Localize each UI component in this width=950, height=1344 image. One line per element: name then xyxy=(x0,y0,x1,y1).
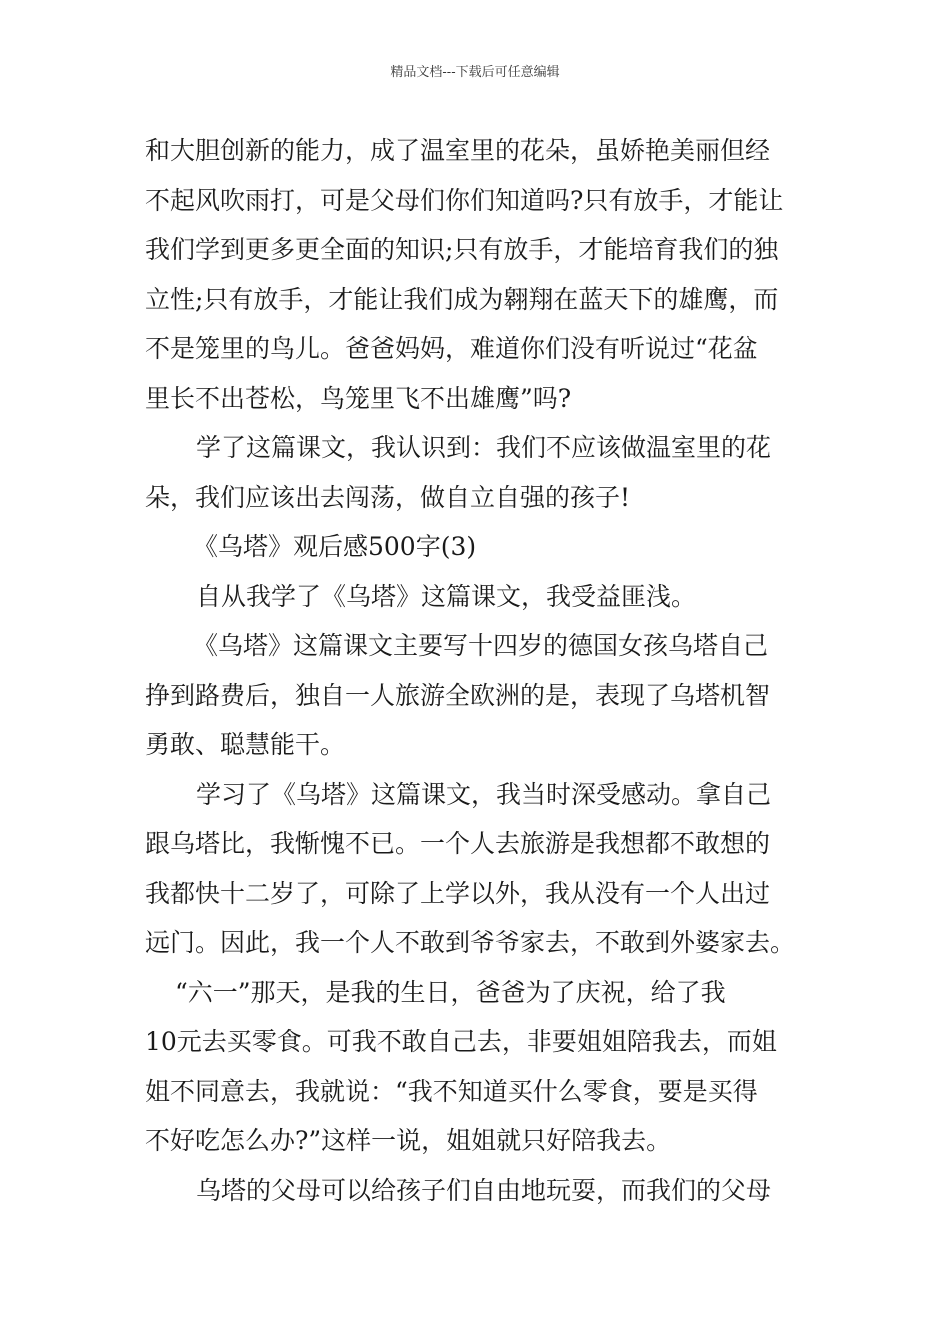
text-line: 远门。因此，我一个人不敢到爷爷家去，不敢到外婆家去。 xyxy=(145,928,796,957)
text-line: 不好吃怎么办?”这样一说，姐姐就只好陪我去。 xyxy=(145,1126,672,1155)
section-heading: 《乌塔》观后感500字(3) xyxy=(193,532,477,561)
text-line: 学习了《乌塔》这篇课文，我当时深受感动。拿自己 xyxy=(196,779,772,809)
text-line: 学了这篇课文，我认识到：我们不应该做温室里的花 xyxy=(196,433,772,462)
text-line: 跟乌塔比，我惭愧不已。一个人去旅游是我想都不敢想的 xyxy=(145,829,771,858)
text-line: 我都快十二岁了，可除了上学以外，我从没有一个人出过 xyxy=(145,878,771,908)
text-line: 我们学到更多更全面的知识;只有放手，才能培育我们的独 xyxy=(145,235,779,264)
text-line: 里长不出苍松，鸟笼里飞不出雄鹰”吗? xyxy=(145,383,572,413)
text-line: 朵，我们应该出去闯荡，做自立自强的孩子! xyxy=(145,482,631,512)
text-line: 和大胆创新的能力，成了温室里的花朵，虽娇艳美丽但经 xyxy=(145,136,771,165)
text-line: 不起风吹雨打，可是父母们你们知道吗?只有放手，才能让 xyxy=(145,185,784,215)
text-line: 《乌塔》这篇课文主要写十四岁的德国女孩乌塔自己 xyxy=(193,631,769,660)
text-line: 自从我学了《乌塔》这篇课文，我受益匪浅。 xyxy=(196,581,697,611)
page-header: 精品文档---下载后可任意编辑 xyxy=(390,65,560,80)
text-line: 不是笼里的鸟儿。爸爸妈妈，难道你们没有听说过“花盆 xyxy=(145,334,758,363)
text-line: 挣到路费后，独自一人旅游全欧洲的是，表现了乌塔机智 xyxy=(145,680,771,710)
text-line: 勇敢、聪慧能干。 xyxy=(145,730,346,759)
text-line: 10元去买零食。可我不敢自己去，非要姐姐陪我去，而姐 xyxy=(145,1027,777,1056)
document-body xyxy=(145,126,813,1215)
text-line: “六一”那天，是我的生日，爸爸为了庆祝，给了我 xyxy=(175,977,726,1007)
text-line: 乌塔的父母可以给孩子们自由地玩耍，而我们的父母 xyxy=(196,1175,772,1205)
text-line: 姐不同意去，我就说：“我不知道买什么零食，要是买得 xyxy=(145,1076,758,1106)
text-line: 立性;只有放手，才能让我们成为翱翔在蓝天下的雄鹰，而 xyxy=(145,284,779,314)
